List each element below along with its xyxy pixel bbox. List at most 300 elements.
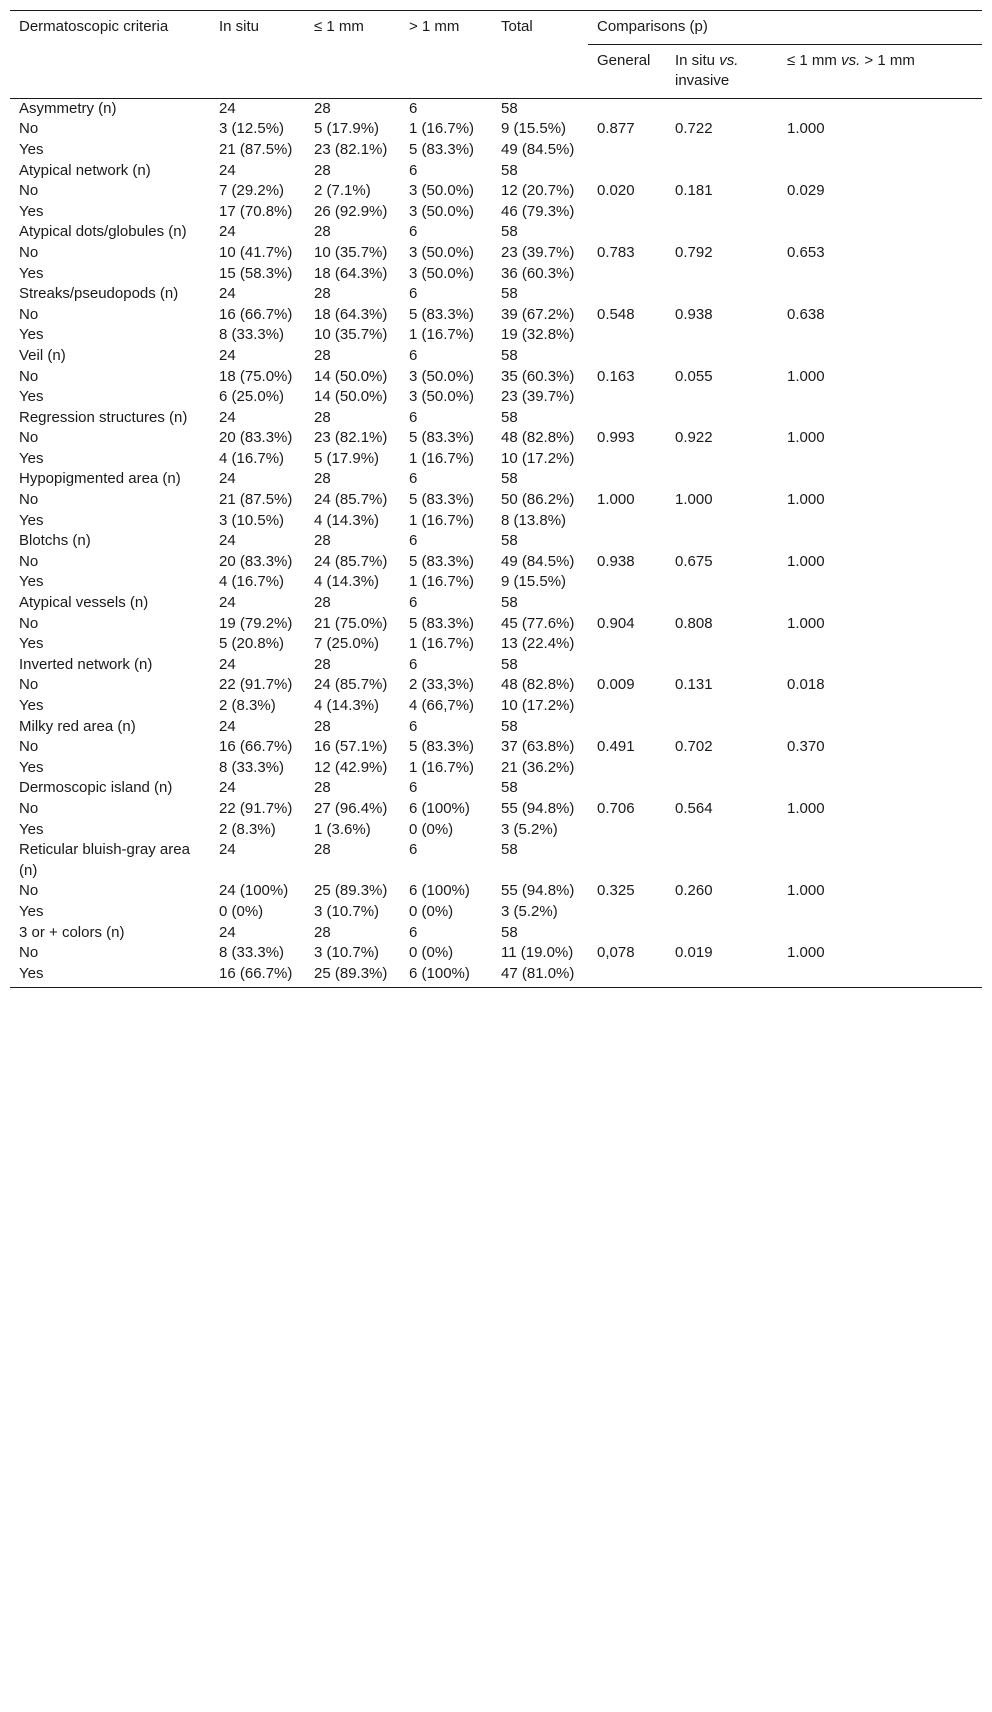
table-row (10, 428, 982, 449)
table-row (10, 614, 982, 635)
total-value: 49 (84.5%) (501, 552, 575, 570)
p-in-situ-vs-invasive: 0.702 (675, 738, 713, 756)
table-row (10, 222, 982, 243)
gt-1mm-value: 5 (83.3%) (409, 614, 475, 632)
p-in-situ-vs-invasive: 0.675 (675, 552, 713, 570)
p-general (588, 572, 666, 593)
p-in-situ-vs-invasive (666, 778, 778, 799)
criterion-label: No (19, 882, 39, 900)
table-row (10, 511, 982, 532)
total-value: 45 (77.6%) (501, 614, 575, 632)
in-situ-value: 24 (219, 841, 236, 859)
in-situ-value: 3 (10.5%) (219, 511, 285, 529)
p-general: 0.020 (597, 182, 635, 200)
p-in-situ-vs-invasive: 0.564 (675, 799, 713, 817)
header-le-vs-gt: ≤ 1 mm vs. > 1 mm (787, 51, 915, 69)
table-row (10, 675, 982, 696)
p-general: 0.904 (597, 614, 635, 632)
table-row (10, 469, 982, 490)
in-situ-value: 24 (219, 408, 236, 426)
le-1mm-value: 3 (10.7%) (314, 944, 380, 962)
p-le-vs-gt: 0.370 (787, 738, 825, 756)
total-value: 8 (13.8%) (501, 511, 567, 529)
le-1mm-value: 4 (14.3%) (314, 511, 380, 529)
table-row (10, 881, 982, 902)
p-le-vs-gt: 0.018 (787, 676, 825, 694)
p-general (588, 202, 666, 223)
in-situ-value: 24 (219, 470, 236, 488)
table-row (10, 943, 982, 964)
in-situ-value: 6 (25.0%) (219, 388, 285, 406)
in-situ-value: 3 (12.5%) (219, 120, 285, 138)
total-value: 55 (94.8%) (501, 882, 575, 900)
table-row (10, 717, 982, 738)
le-1mm-value: 7 (25.0%) (314, 635, 380, 653)
table-row (10, 593, 982, 614)
p-general (588, 98, 666, 119)
header-in-situ: In situ (219, 18, 260, 35)
p-le-vs-gt (778, 778, 982, 799)
gt-1mm-value: 1 (16.7%) (409, 635, 475, 653)
total-value: 58 (501, 655, 518, 673)
criterion-label: No (19, 182, 39, 200)
p-general: 0.163 (597, 367, 635, 385)
header-comparisons: Comparisons (p) (588, 11, 982, 45)
criterion-label: Yes (19, 202, 44, 220)
le-1mm-value: 14 (50.0%) (314, 367, 388, 385)
in-situ-value: 21 (87.5%) (219, 140, 293, 158)
header-criteria: Dermatoscopic criteria (19, 18, 169, 35)
p-in-situ-vs-invasive: 0.938 (675, 305, 713, 323)
p-general (588, 387, 666, 408)
total-value: 9 (15.5%) (501, 120, 567, 138)
in-situ-value: 16 (66.7%) (219, 738, 293, 756)
in-situ-value: 0 (0%) (219, 902, 264, 920)
table-row (10, 284, 982, 305)
p-le-vs-gt: 1.000 (787, 491, 825, 509)
in-situ-value: 16 (66.7%) (219, 305, 293, 323)
total-value: 58 (501, 717, 518, 735)
gt-1mm-value: 5 (83.3%) (409, 491, 475, 509)
le-1mm-value: 28 (314, 532, 331, 550)
p-in-situ-vs-invasive (666, 840, 778, 881)
le-1mm-value: 28 (314, 408, 331, 426)
criterion-label: Yes (19, 140, 44, 158)
p-le-vs-gt (778, 264, 982, 285)
le-1mm-value: 28 (314, 223, 331, 241)
total-value: 58 (501, 99, 518, 117)
total-value: 55 (94.8%) (501, 799, 575, 817)
total-value: 58 (501, 779, 518, 797)
p-general: 0.325 (597, 882, 635, 900)
le-1mm-value: 27 (96.4%) (314, 799, 388, 817)
p-general: 0.706 (597, 799, 635, 817)
total-value: 37 (63.8%) (501, 738, 575, 756)
table-header (10, 11, 982, 99)
criterion-label: Asymmetry (n) (19, 99, 117, 117)
p-general (588, 325, 666, 346)
table-row (10, 449, 982, 470)
p-general: 0.491 (597, 738, 635, 756)
p-in-situ-vs-invasive (666, 655, 778, 676)
criterion-label: Hypopigmented area (n) (19, 470, 181, 488)
p-general (588, 593, 666, 614)
p-le-vs-gt (778, 387, 982, 408)
header-in-situ-vs-invasive: In situ vs. invasive (675, 51, 739, 90)
p-general (588, 778, 666, 799)
gt-1mm-value: 1 (16.7%) (409, 758, 475, 776)
table-row (10, 820, 982, 841)
p-in-situ-vs-invasive: 1.000 (675, 491, 713, 509)
p-le-vs-gt (778, 696, 982, 717)
p-general (588, 449, 666, 470)
total-value: 19 (32.8%) (501, 326, 575, 344)
gt-1mm-value: 6 (100%) (409, 799, 470, 817)
p-general (588, 161, 666, 182)
table-row (10, 202, 982, 223)
table-row (10, 758, 982, 779)
le-1mm-value: 28 (314, 841, 331, 859)
table-row (10, 737, 982, 758)
table-row (10, 140, 982, 161)
total-value: 48 (82.8%) (501, 429, 575, 447)
gt-1mm-value: 0 (0%) (409, 820, 454, 838)
p-general: 1.000 (597, 491, 635, 509)
in-situ-value: 24 (219, 532, 236, 550)
in-situ-value: 5 (20.8%) (219, 635, 285, 653)
gt-1mm-value: 1 (16.7%) (409, 573, 475, 591)
p-in-situ-vs-invasive (666, 387, 778, 408)
in-situ-value: 4 (16.7%) (219, 573, 285, 591)
p-le-vs-gt (778, 469, 982, 490)
p-in-situ-vs-invasive (666, 264, 778, 285)
gt-1mm-value: 6 (409, 346, 418, 364)
p-in-situ-vs-invasive (666, 408, 778, 429)
criterion-label: No (19, 305, 39, 323)
gt-1mm-value: 1 (16.7%) (409, 511, 475, 529)
total-value: 3 (5.2%) (501, 820, 558, 838)
p-le-vs-gt (778, 408, 982, 429)
le-1mm-value: 28 (314, 717, 331, 735)
total-value: 48 (82.8%) (501, 676, 575, 694)
le-1mm-value: 10 (35.7%) (314, 326, 388, 344)
p-in-situ-vs-invasive: 0.260 (675, 882, 713, 900)
p-in-situ-vs-invasive (666, 964, 778, 988)
p-le-vs-gt: 1.000 (787, 429, 825, 447)
total-value: 50 (86.2%) (501, 491, 575, 509)
le-1mm-value: 28 (314, 99, 331, 117)
p-in-situ-vs-invasive (666, 758, 778, 779)
p-le-vs-gt: 1.000 (787, 367, 825, 385)
p-le-vs-gt: 1.000 (787, 944, 825, 962)
criterion-label: No (19, 552, 39, 570)
criterion-label: Yes (19, 758, 44, 776)
p-in-situ-vs-invasive (666, 572, 778, 593)
le-1mm-value: 21 (75.0%) (314, 614, 388, 632)
in-situ-value: 24 (219, 655, 236, 673)
p-le-vs-gt: 1.000 (787, 799, 825, 817)
criterion-label: 3 or + colors (n) (19, 923, 125, 941)
gt-1mm-value: 3 (50.0%) (409, 243, 475, 261)
in-situ-value: 20 (83.3%) (219, 552, 293, 570)
p-in-situ-vs-invasive (666, 531, 778, 552)
in-situ-value: 20 (83.3%) (219, 429, 293, 447)
in-situ-value: 22 (91.7%) (219, 799, 293, 817)
gt-1mm-value: 3 (50.0%) (409, 264, 475, 282)
criterion-label: Atypical vessels (n) (19, 594, 149, 612)
p-general: 0.877 (597, 120, 635, 138)
p-general: 0.009 (597, 676, 635, 694)
le-1mm-value: 18 (64.3%) (314, 305, 388, 323)
in-situ-value: 2 (8.3%) (219, 697, 276, 714)
in-situ-value: 17 (70.8%) (219, 202, 293, 220)
table-row (10, 778, 982, 799)
gt-1mm-value: 0 (0%) (409, 944, 454, 962)
total-value: 58 (501, 923, 518, 941)
p-in-situ-vs-invasive: 0.922 (675, 429, 713, 447)
in-situ-value: 24 (219, 346, 236, 364)
table-row (10, 367, 982, 388)
p-in-situ-vs-invasive (666, 923, 778, 944)
p-general (588, 902, 666, 923)
le-1mm-value: 25 (89.3%) (314, 882, 388, 900)
gt-1mm-value: 6 (409, 532, 418, 550)
gt-1mm-value: 4 (66,7%) (409, 697, 475, 714)
p-in-situ-vs-invasive: 0.181 (675, 182, 713, 200)
in-situ-value: 21 (87.5%) (219, 491, 293, 509)
p-in-situ-vs-invasive (666, 511, 778, 532)
p-general (588, 655, 666, 676)
le-1mm-value: 28 (314, 161, 331, 179)
gt-1mm-value: 6 (409, 285, 418, 303)
p-in-situ-vs-invasive: 0.792 (675, 243, 713, 261)
p-in-situ-vs-invasive: 0.131 (675, 676, 713, 694)
table-row (10, 840, 982, 881)
criterion-label: No (19, 676, 39, 694)
header-total: Total (501, 18, 533, 35)
criterion-label: Yes (19, 820, 44, 838)
table-row (10, 964, 982, 988)
p-le-vs-gt: 1.000 (787, 614, 825, 632)
in-situ-value: 7 (29.2%) (219, 182, 285, 200)
criterion-label: No (19, 367, 39, 385)
p-le-vs-gt (778, 840, 982, 881)
criterion-label: Yes (19, 697, 44, 714)
gt-1mm-value: 1 (16.7%) (409, 120, 475, 138)
p-in-situ-vs-invasive (666, 140, 778, 161)
gt-1mm-value: 1 (16.7%) (409, 326, 475, 344)
criterion-label: Dermoscopic island (n) (19, 779, 173, 797)
table-row (10, 98, 982, 119)
table-row (10, 531, 982, 552)
table-row (10, 490, 982, 511)
table-row (10, 305, 982, 326)
in-situ-value: 4 (16.7%) (219, 449, 285, 467)
p-le-vs-gt (778, 655, 982, 676)
p-le-vs-gt (778, 222, 982, 243)
criterion-label: No (19, 120, 39, 138)
le-1mm-value: 5 (17.9%) (314, 120, 380, 138)
criterion-label: Regression structures (n) (19, 408, 188, 426)
le-1mm-value: 5 (17.9%) (314, 449, 380, 467)
total-value: 58 (501, 841, 518, 859)
criterion-label: Yes (19, 388, 44, 406)
p-general (588, 346, 666, 367)
in-situ-value: 24 (219, 594, 236, 612)
p-le-vs-gt (778, 923, 982, 944)
gt-1mm-value: 6 (409, 717, 418, 735)
total-value: 46 (79.3%) (501, 202, 575, 220)
p-le-vs-gt: 1.000 (787, 552, 825, 570)
le-1mm-value: 23 (82.1%) (314, 140, 388, 158)
table-row (10, 902, 982, 923)
p-le-vs-gt (778, 284, 982, 305)
p-in-situ-vs-invasive (666, 634, 778, 655)
le-1mm-value: 25 (89.3%) (305, 964, 400, 988)
p-le-vs-gt (778, 161, 982, 182)
in-situ-value: 24 (219, 923, 236, 941)
gt-1mm-value: 3 (50.0%) (409, 202, 475, 220)
in-situ-value: 8 (33.3%) (219, 326, 285, 344)
table-body (10, 98, 982, 988)
criterion-label: No (19, 614, 39, 632)
p-le-vs-gt (778, 449, 982, 470)
le-1mm-value: 28 (314, 923, 331, 941)
le-1mm-value: 28 (314, 779, 331, 797)
p-general (588, 923, 666, 944)
le-1mm-value: 1 (3.6%) (314, 820, 371, 838)
gt-1mm-value: 6 (409, 161, 418, 179)
p-le-vs-gt: 0.653 (787, 243, 825, 261)
table-row (10, 387, 982, 408)
in-situ-value: 8 (33.3%) (219, 758, 285, 776)
p-in-situ-vs-invasive (666, 222, 778, 243)
p-general (588, 140, 666, 161)
p-in-situ-vs-invasive (666, 346, 778, 367)
in-situ-value: 16 (66.7%) (210, 964, 305, 988)
p-in-situ-vs-invasive (666, 902, 778, 923)
le-1mm-value: 10 (35.7%) (314, 243, 388, 261)
total-value: 58 (501, 223, 518, 241)
total-value: 21 (36.2%) (501, 758, 575, 776)
in-situ-value: 2 (8.3%) (219, 820, 276, 838)
total-value: 58 (501, 285, 518, 303)
p-le-vs-gt (778, 346, 982, 367)
le-1mm-value: 28 (314, 655, 331, 673)
le-1mm-value: 2 (7.1%) (314, 182, 371, 200)
le-1mm-value: 24 (85.7%) (314, 552, 388, 570)
p-in-situ-vs-invasive (666, 820, 778, 841)
p-le-vs-gt (778, 531, 982, 552)
in-situ-value: 19 (79.2%) (219, 614, 293, 632)
p-le-vs-gt (778, 758, 982, 779)
total-value: 58 (501, 408, 518, 426)
p-le-vs-gt (778, 634, 982, 655)
gt-1mm-value: 6 (409, 99, 418, 117)
total-value: 10 (17.2%) (501, 697, 575, 714)
header-le-1mm: ≤ 1 mm (314, 18, 364, 35)
in-situ-value: 8 (33.3%) (219, 944, 285, 962)
total-value: 3 (5.2%) (501, 902, 558, 920)
p-general (588, 222, 666, 243)
p-general: 0.783 (597, 243, 635, 261)
total-value: 58 (501, 594, 518, 612)
gt-1mm-value: 6 (409, 841, 418, 859)
p-general: 0.993 (597, 429, 635, 447)
criterion-label: No (19, 491, 39, 509)
p-le-vs-gt (778, 964, 982, 988)
criterion-label: Yes (10, 964, 210, 988)
gt-1mm-value: 5 (83.3%) (409, 552, 475, 570)
total-value: 11 (19.0%) (501, 944, 574, 962)
p-general (588, 820, 666, 841)
gt-1mm-value: 3 (50.0%) (409, 388, 475, 406)
le-1mm-value: 28 (314, 594, 331, 612)
p-le-vs-gt: 0.029 (787, 182, 825, 200)
p-general (588, 696, 666, 717)
total-value: 58 (501, 532, 518, 550)
p-in-situ-vs-invasive (666, 202, 778, 223)
le-1mm-value: 24 (85.7%) (314, 676, 388, 694)
le-1mm-value: 26 (92.9%) (314, 202, 388, 220)
total-value: 39 (67.2%) (501, 305, 575, 323)
criterion-label: Veil (n) (19, 346, 66, 364)
table-row (10, 243, 982, 264)
table-row (10, 923, 982, 944)
gt-1mm-value: 5 (83.3%) (409, 429, 475, 447)
criterion-label: Yes (19, 449, 44, 467)
gt-1mm-value: 6 (409, 594, 418, 612)
le-1mm-value: 14 (50.0%) (314, 388, 388, 406)
gt-1mm-value: 5 (83.3%) (409, 738, 475, 756)
criterion-label: Yes (19, 573, 44, 591)
p-le-vs-gt (778, 98, 982, 119)
table-row (10, 325, 982, 346)
le-1mm-value: 28 (314, 285, 331, 303)
le-1mm-value: 23 (82.1%) (314, 429, 388, 447)
criterion-label: No (19, 243, 39, 261)
table-row (10, 799, 982, 820)
gt-1mm-value: 6 (409, 655, 418, 673)
criterion-label: Yes (19, 635, 44, 653)
table-row (10, 181, 982, 202)
le-1mm-value: 16 (57.1%) (314, 738, 388, 756)
le-1mm-value: 4 (14.3%) (314, 573, 380, 591)
table-row (10, 264, 982, 285)
total-value: 13 (22.4%) (501, 635, 575, 653)
gt-1mm-value: 3 (50.0%) (409, 367, 475, 385)
gt-1mm-value: 6 (409, 923, 418, 941)
le-1mm-value: 18 (64.3%) (314, 264, 388, 282)
le-1mm-value: 4 (14.3%) (314, 697, 380, 714)
table-row (10, 408, 982, 429)
criterion-label: Atypical dots/globules (n) (19, 223, 187, 241)
p-general (588, 511, 666, 532)
total-value: 49 (84.5%) (501, 140, 575, 158)
total-value: 12 (20.7%) (501, 182, 575, 200)
in-situ-value: 24 (219, 223, 236, 241)
criterion-label: Streaks/pseudopods (n) (19, 285, 179, 303)
gt-1mm-value: 0 (0%) (409, 902, 454, 920)
gt-1mm-value: 2 (33,3%) (409, 676, 475, 694)
p-general (588, 634, 666, 655)
criterion-label: Reticular bluish-gray area (n) (19, 841, 190, 879)
p-le-vs-gt (778, 820, 982, 841)
le-1mm-value: 28 (314, 346, 331, 364)
gt-1mm-value: 6 (409, 470, 418, 488)
p-in-situ-vs-invasive (666, 593, 778, 614)
criterion-label: Inverted network (n) (19, 655, 153, 673)
